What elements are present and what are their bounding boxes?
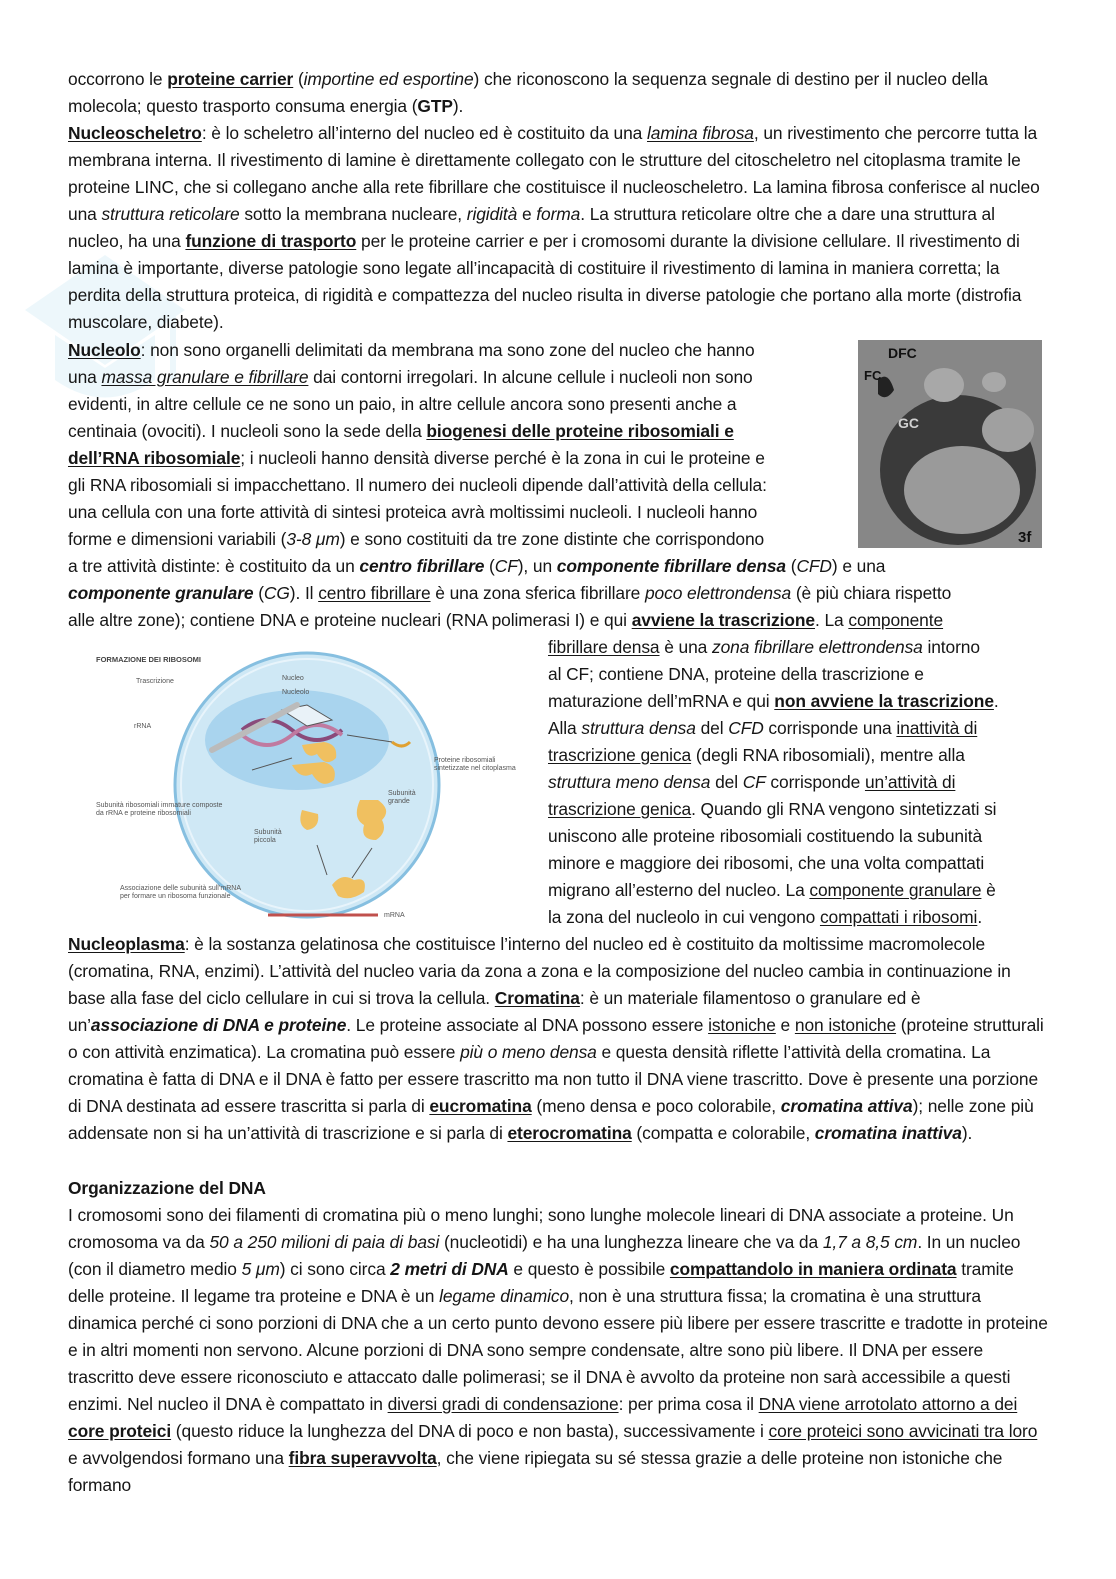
diagram-label-rrna: rRNA: [134, 723, 152, 730]
diagram-label-subunita-grande: Subunità grande: [388, 790, 416, 805]
diagram-label-nucleolo: Nucleolo: [282, 689, 310, 696]
label-fc: FC: [864, 368, 882, 383]
diagram-title: FORMAZIONE DEI RIBOSOMI: [96, 655, 201, 664]
diagram-label-trascrizione: Trascrizione: [136, 678, 174, 685]
diagram-label-proteine-ribosomiali: Proteine ribosomiali sintetizzate nel citoplasma: [434, 757, 516, 772]
diagram-label-nucleo: Nucleo: [282, 675, 304, 682]
section-heading: Organizzazione del DNA: [68, 1178, 266, 1198]
nucleolus-micrograph: [858, 340, 1042, 548]
diagram-label-associazione: Associazione delle subunità sull’mRNA per formare un ribosoma funzionale: [120, 885, 241, 900]
label-dfc: DFC: [888, 345, 917, 361]
diagram-label-subunita-piccola: Subunità piccola: [254, 829, 282, 844]
paragraph-componente-fibrillare: fibrillare densa è una zona fibrillare elettrondensa intorno al CF; contiene DNA, proteine della trascrizione e maturazione dell’mRNA e qui non avviene la trascrizione. Alla struttura densa del CFD corrisponde una inattività di trascrizione genica (degli RNA ribosomiali), mentre alla struttura meno densa del CF corrisponde un’attività di trascrizione genica. Quando gli RNA vengono sintetizzati si uniscono alle proteine ribosomiali costituendo la subunità minore e maggiore dei ribosomi, che una volta compattati migrano all’esterno del nucleo. La componente granulare è la zona del nucleolo in cui vengono compattati i ribosomi.: [548, 637, 999, 927]
diagram-label-mrna: mRNA: [384, 912, 405, 919]
diagram-label-subunita-immature: Subunità ribosomiali immature composte da rRNA e proteine ribosomiali: [96, 802, 223, 817]
section-organizzazione-dna: Organizzazione del DNA I cromosomi sono dei filamenti di cromatina più o meno lunghi; sono lunghe molecole lineari di DNA associate a proteine. Un cromosoma va da 50 a 250 milioni di paia di basi (nucleotidi) e ha una lunghezza lineare che va da 1,7 a 8,5 cm. In un nucleo (con il diametro medio 5 μm) ci sono circa 2 metri di DNA e questo è possibile compattandolo in maniera ordinata tramite delle proteine. Il legame tra proteine e DNA è un legame dinamico, non è una struttura fissa; la cromatina è una struttura dinamica perché ci sono porzioni di DNA che a un certo punto devono essere più libere per essere trascritte e tradotte in proteine e in altri momenti non servono. Alcune porzioni di DNA sono sempre condensate, altre sono più libere. Il DNA per essere trascritto deve essere riconosciuto e attaccato dalle polimerasi; se il DNA è avvolto da proteine non sarà accessibile a questi enzimi. Nel nucleo il DNA è compattato in diversi gradi di condensazione: per prima cosa il DNA viene arrotolato attorno a dei core proteici (questo riduce la lunghezza del DNA di poco e non basta), successivamente i core proteici sono avvicinati tra loro e avvolgendosi formano una fibra superavvolta, che viene ripiegata su sé stessa grazie a delle proteine non istoniche che formano: [68, 1178, 1048, 1495]
paragraph-nucleolo: Nucleolo: non sono organelli delimitati da membrana ma sono zone del nucleo che hanno una massa granulare e fibrillare dai contorni irregolari. In alcune cellule i nucleoli non sono evidenti, in altre cellule ce ne sono un paio, in altre cellule ancora sono presenti anche a centinaia (ovociti). I nucleoli sono la sede della biogenesi delle proteine ribosomiali e dell’RNA ribosomiale; i nucleoli hanno densità diverse perché è la zona in cui le proteine e gli RNA ribosomiali si impacchettano. Il numero dei nucleoli dipende dall’attività della cellula: una cellula con una forte attività di sintesi proteica avrà moltissimi nucleoli. I nucleoli hanno forme e dimensioni variabili (3-8 μm) e sono costituiti da tre zone distinte che corrispondono: [68, 340, 767, 549]
paragraph-nucleoplasma: Nucleoplasma: è la sostanza gelatinosa che costituisce l’interno del nucleo ed è costituito da moltissime macromolecole (cromatina, RNA, enzimi). L’attività del nucleo varia da zona a zona e la composizione del nucleo cambia in continuazione in base alla fase del ciclo cellulare in cui si trova la cellula. Cromatina: è un materiale filamentoso o granulare ed è un’associazione di DNA e proteine. Le proteine associate al DNA possono essere istoniche e non istoniche (proteine strutturali o con attività enzimatica). La cromatina può essere più o meno densa e questa densità riflette l’attività della cromatina. La cromatina è fatta di DNA e il DNA è fatto per essere trascritto ma non tutto il DNA viene trascritto. Dove è presente una porzione di DNA destinata ad essere trascritta si parla di eucromatina (meno densa e poco colorabile, cromatina attiva); nelle zone più addensate non si ha un’attività di trascrizione e si parla di eterocromatina (compatta e colorabile, cromatina inattiva).: [68, 934, 1044, 1143]
paragraph-nucleolo-cont: a tre attività distinte: è costituito da un centro fibrillare (CF), un componente fibrillare densa (CFD) e una componente granulare (CG). Il centro fibrillare è una zona sferica fibrillare poco elettrondensa (è più chiara rispetto alle altre zone); contiene DNA e proteine nucleari (RNA polimerasi I) e qui avviene la trascrizione. La componente: [68, 556, 952, 630]
label-figure-3f: 3f: [1018, 529, 1032, 546]
paragraph-nucleoscheletro: occorrono le proteine carrier (importine ed esportine) che riconoscono la sequenza segnale di destino per il nucleo della molecola; questo trasporto consuma energia (GTP). Nucleoscheletro: è lo scheletro all’interno del nucleo ed è costituito da una lamina fibrosa, un rivestimento che percorre tutta la membrana interna. Il rivestimento di lamine è direttamente collegato con le strutture del citoscheletro nel citoplasma tramite le proteine LINC, che si collegano anche alla rete fibrillare che costituisce il nucleoscheletro. La lamina fibrosa conferisce al nucleo una struttura reticolare sotto la membrana nucleare, rigidità e forma. La struttura reticolare oltre che a dare una struttura al nucleo, ha una funzione di trasporto per le proteine carrier e per i cromosomi durante la divisione cellulare. Il rivestimento di lamina è importante, diverse patologie sono legate all’incapacità di costituire il rivestimento di lamina in maniera corretta; la perdita della struttura proteica, di rigidità e compattezza del nucleo risulta in diverse patologie che portano alla morte (distrofia muscolare, diabete).: [68, 69, 1040, 332]
ribosome-formation-diagram: [92, 650, 532, 932]
label-gc: GC: [898, 415, 919, 431]
